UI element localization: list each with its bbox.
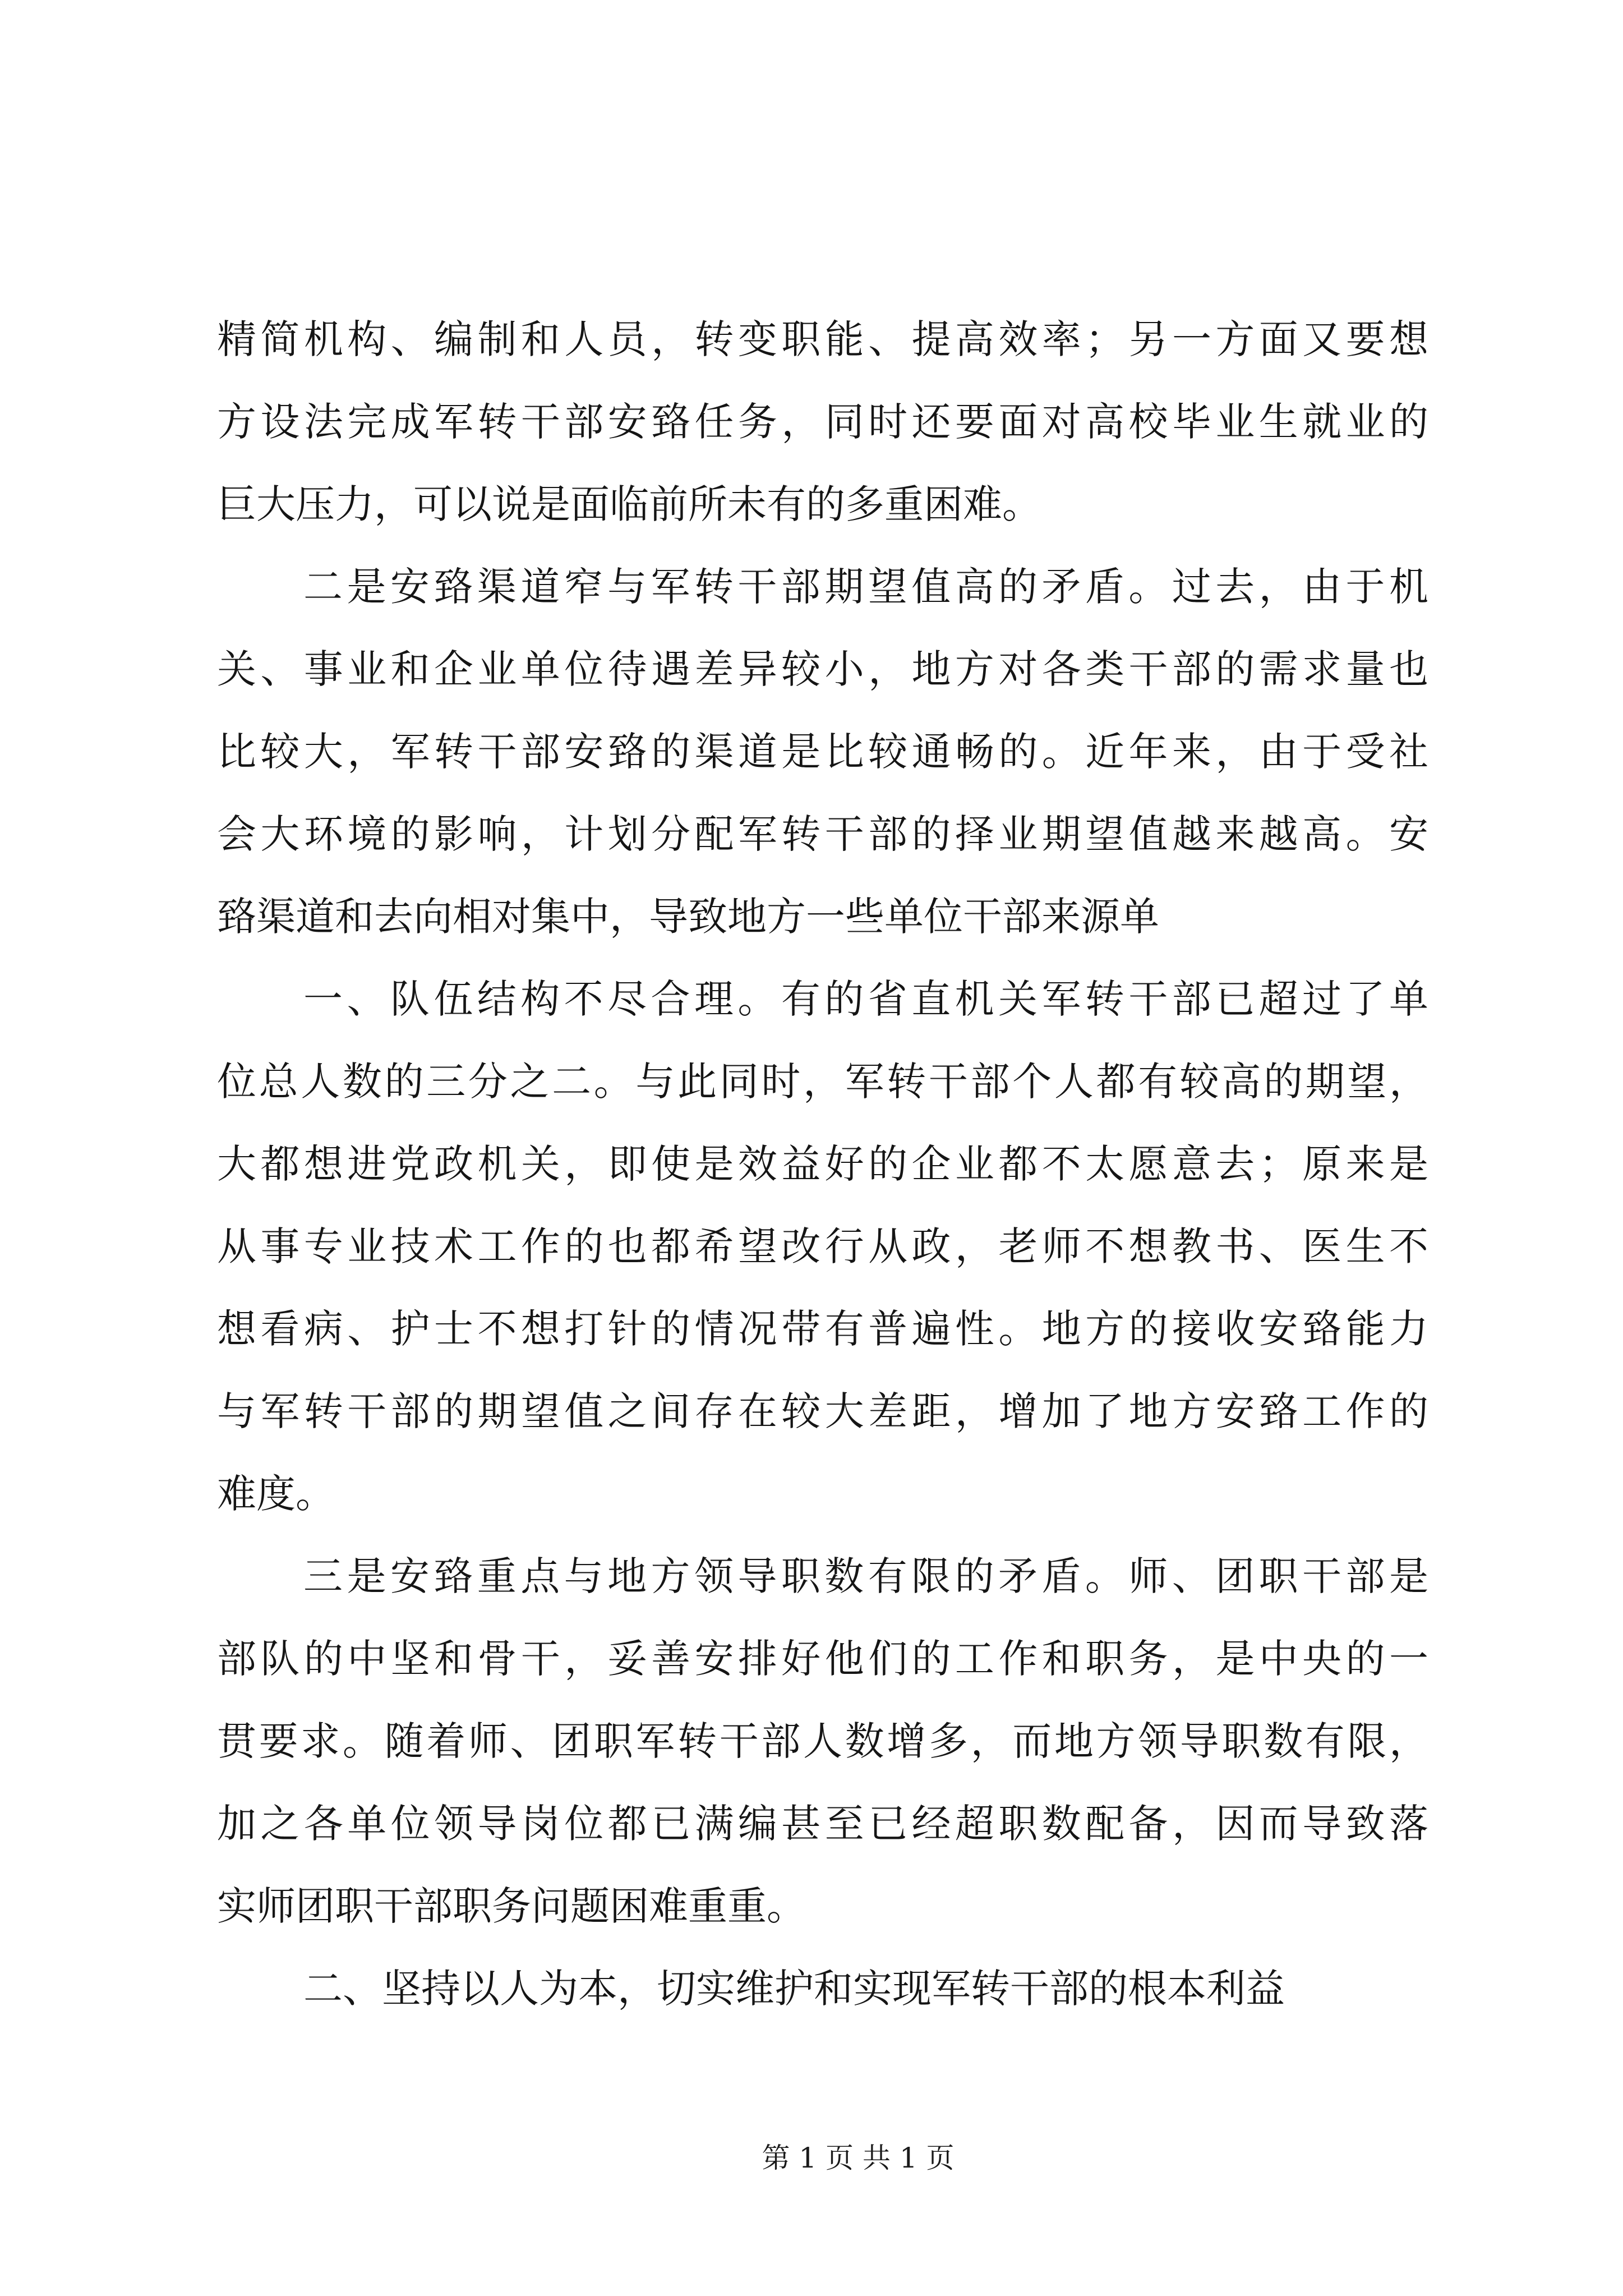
text-line: 从事专业技术工作的也都希望改行从政，老师不想教书、医生不: [217, 1223, 1428, 1269]
text-line: 一、队伍结构不尽合理。有的省直机关军转干部已超过了单: [303, 976, 1428, 1022]
text-line: 与军转干部的期望值之间存在较大差距，增加了地方安臵工作的: [217, 1388, 1428, 1434]
text-line: 三是安臵重点与地方领导职数有限的矛盾。师、团职干部是: [303, 1553, 1428, 1599]
page-footer: 第 1 页 共 1 页: [762, 2142, 955, 2174]
text-line: 难度。: [217, 1471, 335, 1517]
paragraph: [217, 298, 1428, 546]
text-line: 位总人数的三分之二。与此同时，军转干部个人都有较高的期望，: [217, 1059, 1428, 1105]
text-line: 实师团职干部职务问题困难重重。: [217, 1883, 806, 1929]
body-text: [217, 298, 1428, 2030]
text-line: 方设法完成军转干部安臵任务，同时还要面对高校毕业生就业的: [217, 399, 1428, 445]
text-line: 二是安臵渠道窄与军转干部期望值高的矛盾。过去，由于机: [303, 564, 1428, 610]
text-line: 关、事业和企业单位待遇差异较小，地方对各类干部的需求量也: [217, 646, 1428, 692]
text-line: 比较大，军转干部安臵的渠道是比较通畅的。近年来，由于受社: [217, 729, 1428, 775]
text-line: 会大环境的影响，计划分配军转干部的择业期望值越来越高。安: [217, 811, 1428, 857]
text-line: 臵渠道和去向相对集中，导致地方一些单位干部来源单: [217, 894, 1159, 940]
text-line: 加之各单位领导岗位都已满编甚至已经超职数配备，因而导致落: [217, 1801, 1428, 1847]
text-line: 贯要求。随着师、团职军转干部人数增多，而地方领导职数有限，: [217, 1718, 1428, 1764]
paragraph: [217, 1535, 1428, 1948]
text-line: 巨大压力，可以说是面临前所未有的多重困难。: [217, 481, 1041, 527]
text-line: 精简机构、编制和人员，转变职能、提高效率；另一方面又要想: [217, 316, 1428, 362]
text-line: 想看病、护士不想打针的情况带有普遍性。地方的接收安臵能力: [217, 1306, 1428, 1352]
text-line: 部队的中坚和骨干，妥善安排好他们的工作和职务，是中央的一: [217, 1636, 1428, 1682]
paragraph: [217, 1948, 1428, 2030]
text-line: 大都想进党政机关，即使是效益好的企业都不太愿意去；原来是: [217, 1141, 1428, 1187]
paragraph: [217, 958, 1428, 1535]
paragraph: [217, 546, 1428, 958]
text-line: 二、坚持以人为本，切实维护和实现军转干部的根本利益: [303, 1966, 1285, 2012]
